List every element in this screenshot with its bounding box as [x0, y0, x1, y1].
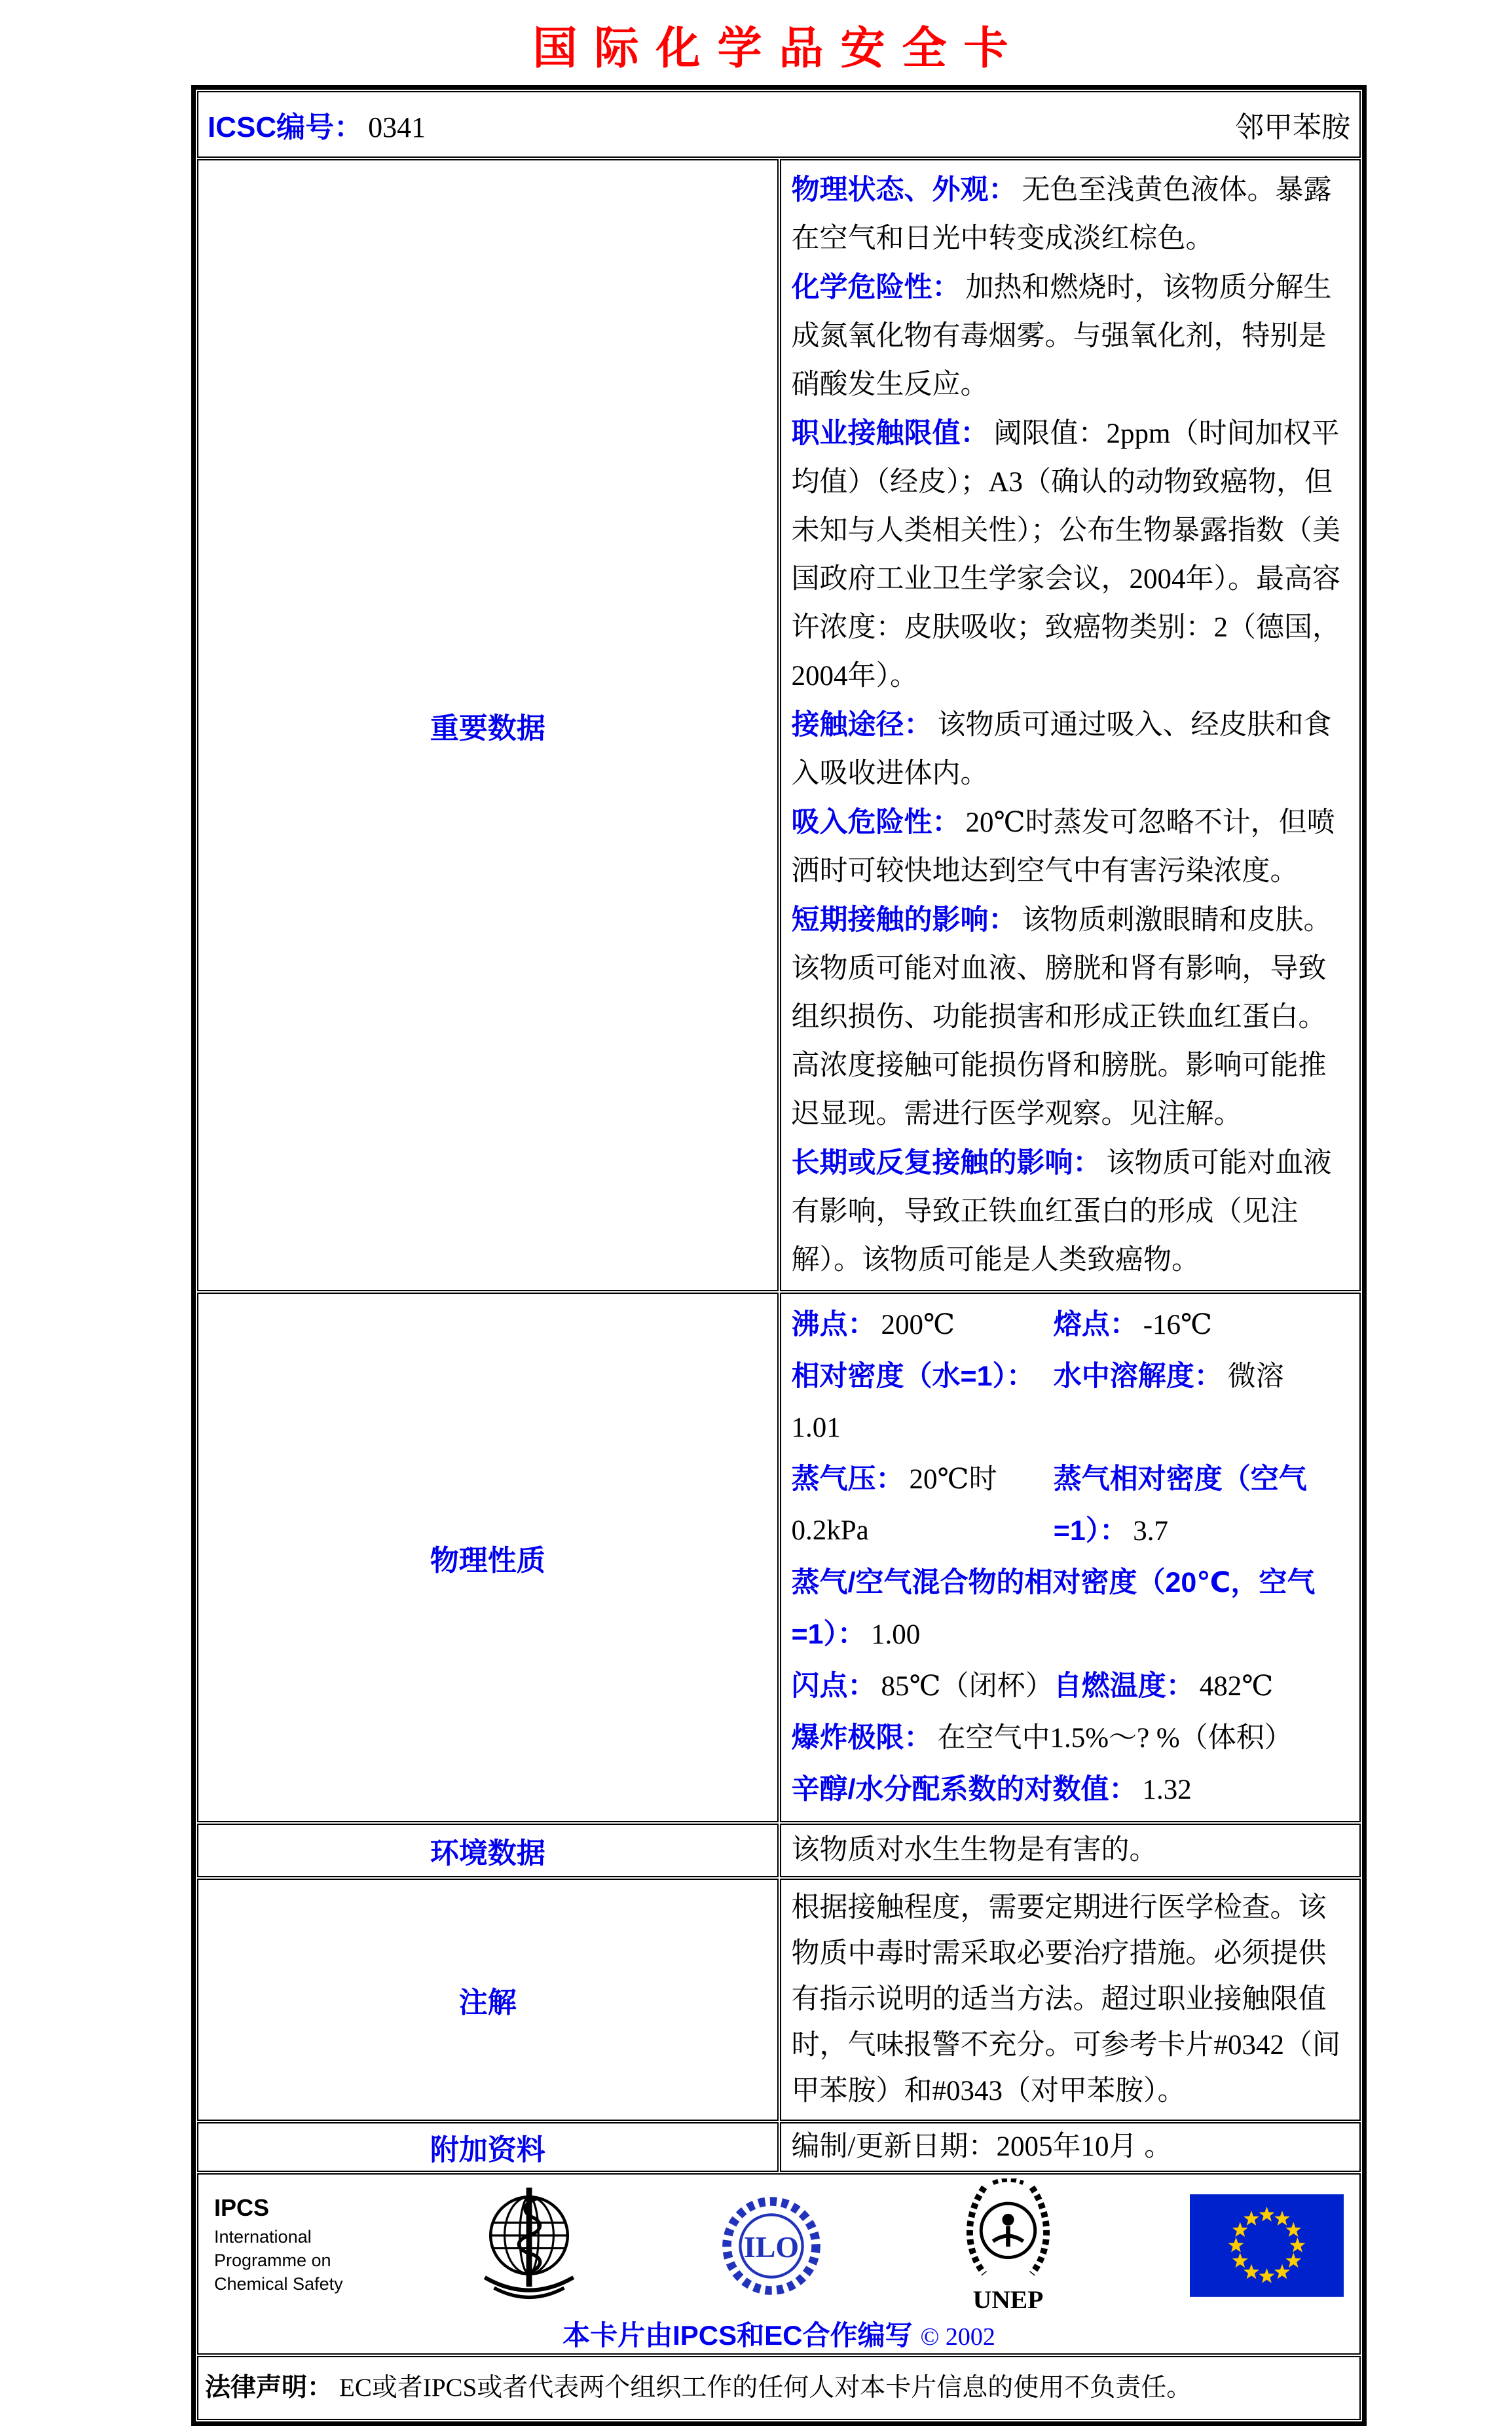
notes-content: 根据接触程度，需要定期进行医学检查。该物质中毒时需采取必要治疗措施。必须提供有指示说明的适当方法。超过职业接触限值时，气味报警不充分。可参考卡片#0342（间甲苯胺）和#0343（对甲苯胺）。 — [780, 1879, 1361, 2121]
notes-label: 注解 — [197, 1879, 779, 2121]
phys-line: 蒸气/空气混合物的相对密度（20℃，空气=1）： 1.00 — [791, 1567, 1316, 1650]
ilo-logo-icon — [716, 2190, 827, 2302]
ilo-logo-text: ILO — [743, 2230, 799, 2264]
icsc-number-group — [208, 103, 426, 145]
logos-strip — [198, 2175, 1359, 2313]
phys-line: 沸点： 200℃ 熔点： -16℃ — [791, 1309, 1213, 1340]
important-item: 化学危险性： 加热和燃烧时，该物质分解生成氮氧化物有毒烟雾。与强氧化剂，特别是硝酸发生反应。 — [791, 272, 1332, 400]
chemical-name: 邻甲苯胺 — [1235, 111, 1350, 143]
phys-line: 相对密度（水=1）：1.01 水中溶解度： 微溶 — [791, 1361, 1284, 1443]
unep-logo-icon — [954, 2178, 1062, 2313]
page-title: 国际化学品安全卡 — [532, 24, 1025, 73]
header-row — [197, 91, 1361, 158]
legal-notice-label: 法律声明： — [205, 2374, 333, 2402]
environmental-data-label: 环境数据 — [197, 1824, 779, 1877]
phys-line: 闪点： 85℃（闭杯） 自燃温度： 482℃ — [791, 1670, 1274, 1702]
physical-properties-label: 物理性质 — [197, 1293, 779, 1822]
physical-properties-content — [792, 1299, 1350, 1816]
cooperation-caption: 本卡片由IPCS和EC合作编写 © 2002 — [562, 2320, 995, 2351]
ipcs-abbr: IPCS — [214, 2194, 270, 2221]
important-data-content — [792, 166, 1350, 1285]
eu-flag-icon — [1190, 2194, 1344, 2297]
logos-row — [197, 2173, 1361, 2355]
environmental-data-row — [197, 1824, 1361, 1877]
important-item: 物理状态、外观： 无色至浅黄色液体。暴露在空气和日光中转变成淡红棕色。 — [791, 174, 1332, 254]
important-item: 职业接触限值： 阈限值：2ppm（时间加权平均值）（经皮）；A3（确认的动物致癌物，但未知与人类相关性）；公布生物暴露指数（美国政府工业卫生学家会议，2004年）。最高容许浓度：皮肤吸收；致癌物类别：2（德国，2004年）。 — [791, 418, 1340, 691]
unep-logo-text: UNEP — [973, 2285, 1044, 2313]
legal-row — [197, 2356, 1361, 2420]
additional-info-label: 附加资料 — [197, 2122, 779, 2172]
phys-line: 蒸气压： 20℃时0.2kPa 蒸气相对密度（空气=1）： 3.7 — [791, 1463, 1307, 1547]
environmental-data-content: 该物质对水生生物是有害的。 — [780, 1824, 1361, 1877]
icsc-card-table — [191, 85, 1367, 2426]
important-item: 吸入危险性： 20℃时蒸发可忽略不计，但喷洒时可较快地达到空气中有害污染浓度。 — [791, 807, 1335, 887]
additional-info-row — [197, 2122, 1361, 2172]
important-data-label: 重要数据 — [197, 159, 779, 1291]
important-item: 短期接触的影响： 该物质刺激眼睛和皮肤。该物质可能对血液、膀胱和肾有影响，导致组织损伤、功能损害和形成正铁血红蛋白。高浓度接触可能损伤肾和膀胱。影响可能推迟显现。需进行医学观察。见注解。 — [791, 904, 1332, 1130]
ipcs-text-block: IPCS International Programme on Chemical Safety — [214, 2194, 343, 2294]
important-item: 长期或反复接触的影响： 该物质可能对血液有影响，导致正铁血红蛋白的形成（见注解）。该物质可能是人类致癌物。 — [791, 1147, 1332, 1276]
important-item: 接触途径： 该物质可通过吸入、经皮肤和食入吸收进体内。 — [791, 709, 1332, 789]
who-logo-icon — [470, 2182, 588, 2310]
icsc-number-label: ICSC编号： — [208, 111, 363, 143]
icsc-number-value: 0341 — [368, 111, 426, 143]
phys-line: 辛醇/水分配系数的对数值： 1.32 — [791, 1774, 1192, 1805]
important-data-row — [197, 159, 1361, 1291]
phys-line: 爆炸极限： 在空气中1.5%～? %（体积） — [791, 1722, 1293, 1754]
legal-notice-text: EC或者IPCS或者代表两个组织工作的任何人对本卡片信息的使用不负责任。 — [339, 2374, 1192, 2402]
additional-info-content: 编制/更新日期：2005年10月 。 — [780, 2122, 1361, 2172]
physical-properties-row — [197, 1293, 1361, 1822]
legal-notice — [198, 2365, 1359, 2411]
